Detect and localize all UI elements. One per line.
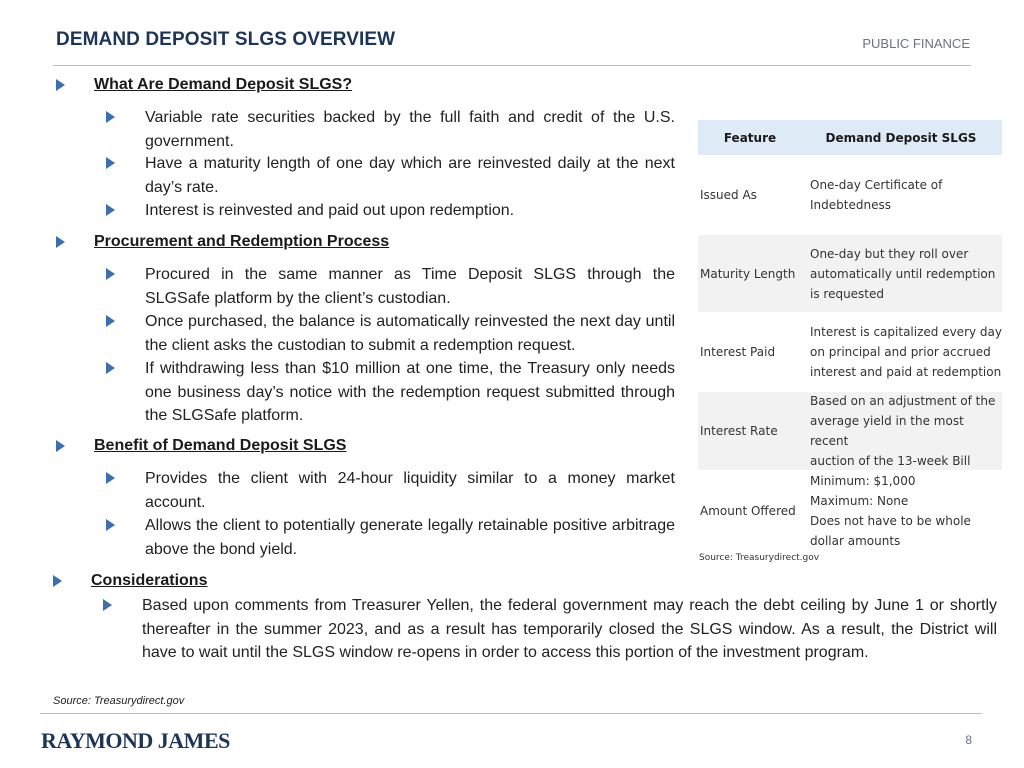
table-cell-value xyxy=(804,391,1002,471)
bullet-text: Once purchased, the balance is automatically reinvested the next day until the client asks the custodian to submit a redemption request. xyxy=(145,313,675,354)
table-header-row xyxy=(698,120,1002,155)
table-cell-line: Minimum: $1,000 xyxy=(810,474,916,488)
table-cell-feature: Issued As xyxy=(700,188,757,202)
bullet-icon xyxy=(106,519,115,531)
table-cell-feature: Interest Rate xyxy=(700,424,778,438)
footer-divider xyxy=(40,713,982,714)
section-heading-considerations: Considerations xyxy=(91,572,208,589)
table-cell-value xyxy=(804,175,1002,215)
bullet-icon xyxy=(106,268,115,280)
bullet-text: Allows the client to potentially generate legally retainable positive arbitrage above the bond yield. xyxy=(145,517,675,558)
table-row xyxy=(698,392,1002,470)
table-cell-line: on principal and prior accrued xyxy=(810,345,991,359)
table-cell-line: auction of the 13-week Bill xyxy=(810,454,971,468)
bullet-text: Variable rate securities backed by the full faith and credit of the U.S. government. xyxy=(145,109,675,150)
table-cell-feature: Maturity Length xyxy=(700,266,796,281)
table-cell-line: Indebtedness xyxy=(810,198,891,212)
table-row xyxy=(698,155,1002,235)
section-bullet-icon xyxy=(56,236,65,248)
bullet-text: Have a maturity length of one day which are reinvested daily at the next day’s rate. xyxy=(145,155,675,196)
table-cell-line: One-day Certificate of xyxy=(810,178,943,192)
bullet-icon xyxy=(103,599,112,611)
bullet-text: Based upon comments from Treasurer Yellen, the federal government may reach the debt ceiling by June 1 or shortly thereafter in the summer 2023, and as a result has temporarily closed the SLGS window. As a result, the District will have to wait until the SLGS window re-opens in order to access this portion of the investment program. xyxy=(142,597,997,661)
section-heading-procurement: Procurement and Redemption Process xyxy=(94,233,390,250)
bullet-icon xyxy=(106,157,115,169)
section-heading-benefit: Benefit of Demand Deposit SLGS xyxy=(94,437,347,454)
table-source: Source: Treasurydirect.gov xyxy=(699,553,820,563)
table-row xyxy=(698,235,1002,312)
table-cell-line: average yield in the most recent xyxy=(810,414,964,448)
bullet-text: Interest is reinvested and paid out upon redemption. xyxy=(145,202,515,219)
table-cell-value xyxy=(804,322,1002,382)
footer-source: Source: Treasurydirect.gov xyxy=(53,695,185,707)
bullet-icon xyxy=(106,204,115,216)
section-heading-what: What Are Demand Deposit SLGS? xyxy=(94,76,353,93)
table-cell-line: is requested xyxy=(810,286,885,301)
bullet-icon xyxy=(106,362,115,374)
table-cell-line: dollar amounts xyxy=(810,534,901,548)
section-bullet-icon xyxy=(53,575,62,587)
table-cell-value xyxy=(804,471,1002,551)
table-cell-line: Does not have to be whole xyxy=(810,514,971,528)
table-cell-line: interest and paid at redemption xyxy=(810,365,1002,379)
section-bullet-icon xyxy=(56,440,65,452)
table-cell-feature: Amount Offered xyxy=(700,504,796,518)
header-divider xyxy=(53,65,971,66)
table-row xyxy=(698,470,1002,552)
table-header-feature: Feature xyxy=(723,130,777,145)
table-row xyxy=(698,312,1002,392)
bullet-icon xyxy=(106,315,115,327)
table-cell-line: One-day but they roll over xyxy=(810,246,969,261)
table-cell-feature: Interest Paid xyxy=(700,345,776,359)
features-table xyxy=(698,120,1002,552)
table-cell-line: Interest is capitalized every day xyxy=(810,325,1002,339)
table-cell-line: Maximum: None xyxy=(810,494,909,508)
bullet-text: Provides the client with 24-hour liquidity similar to a money market account. xyxy=(145,470,675,511)
bullet-icon xyxy=(106,472,115,484)
page-number: 8 xyxy=(965,733,972,747)
bullet-text: If withdrawing less than $10 million at one time, the Treasury only needs one business day’s notice with the redemption request submitted through the SLGSafe platform. xyxy=(145,360,675,424)
table-cell-value xyxy=(804,244,1002,304)
table-header-slgs: Demand Deposit SLGS xyxy=(825,130,977,145)
raymond-james-logo: RAYMOND JAMES xyxy=(41,728,230,753)
header-section-label: PUBLIC FINANCE xyxy=(862,36,970,51)
table-cell-line: Based on an adjustment of the xyxy=(810,394,996,408)
page-title: DEMAND DEPOSIT SLGS OVERVIEW xyxy=(56,29,396,50)
table-cell-line: automatically until redemption xyxy=(810,266,996,281)
section-bullet-icon xyxy=(56,79,65,91)
bullet-icon xyxy=(106,111,115,123)
bullet-text: Procured in the same manner as Time Deposit SLGS through the SLGSafe platform by the client’s custodian. xyxy=(145,266,675,307)
